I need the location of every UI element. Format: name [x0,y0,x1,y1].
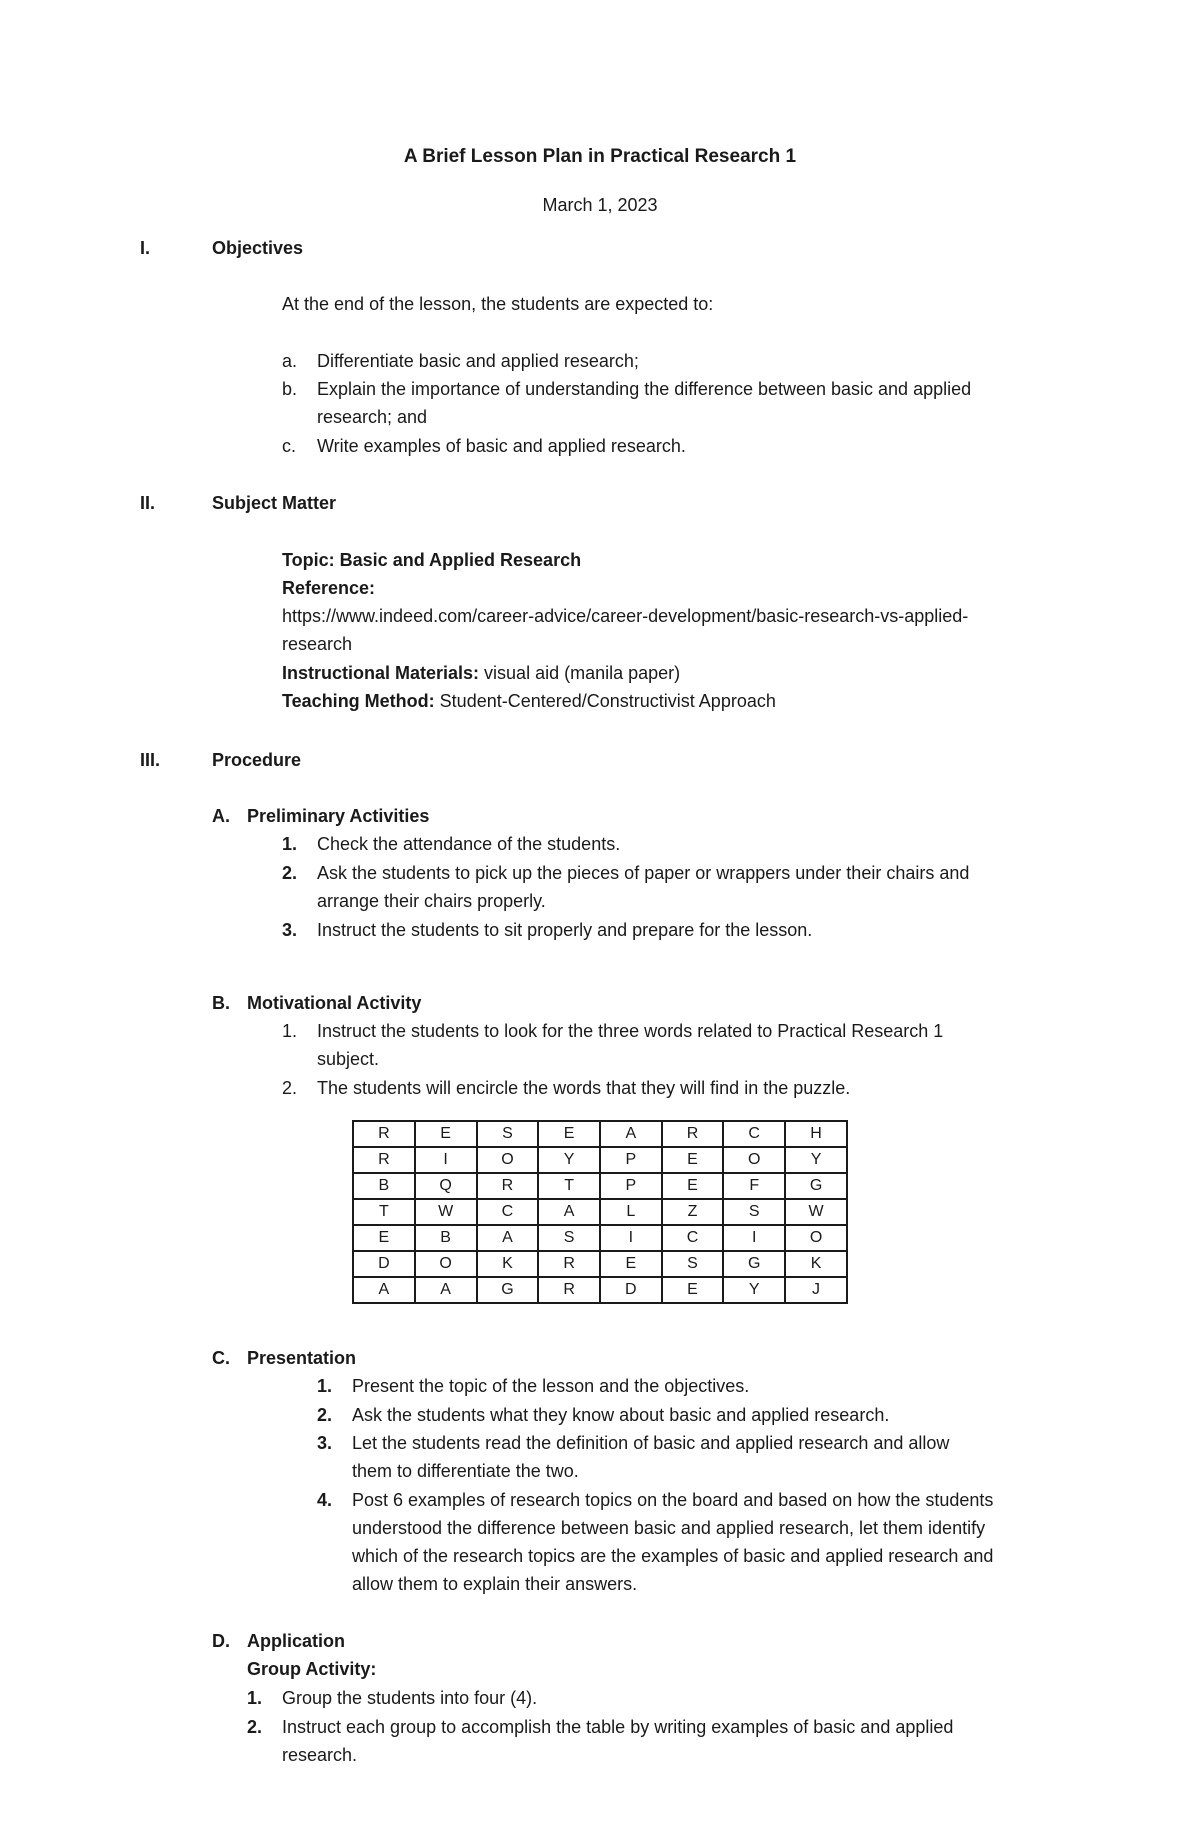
puzzle-row [353,1147,847,1173]
subsection-letter-presentation: C. [212,1348,230,1368]
subsection-title-application: Application [247,1631,345,1651]
group-activity-label: Group Activity: [247,1659,377,1679]
objective-item: Explain the importance of understanding the difference between basic and applied [317,379,972,399]
objective-marker: b. [282,379,298,399]
puzzle-cell[interactable]: R [477,1173,539,1199]
list-item-continued: allow them to explain their answers. [352,1574,638,1594]
puzzle-cell[interactable]: S [538,1225,600,1251]
list-marker: 1. [317,1376,333,1396]
section-title-procedure: Procedure [212,750,302,770]
puzzle-cell[interactable]: K [477,1251,539,1277]
list-marker: 2. [247,1717,263,1737]
puzzle-cell[interactable]: W [785,1199,847,1225]
list-item-continued: which of the research topics are the examples of basic and applied research and [352,1546,994,1566]
section-number-procedure: III. [140,750,161,770]
puzzle-cell[interactable]: E [600,1251,662,1277]
teaching-method-label: Teaching Method: [282,691,435,711]
puzzle-cell[interactable]: E [538,1121,600,1147]
instructional-materials-value: visual aid (manila paper) [479,663,681,683]
puzzle-cell[interactable]: E [662,1147,724,1173]
teaching-method [282,687,776,715]
puzzle-cell[interactable]: Z [662,1199,724,1225]
subsection-letter-preliminary: A. [212,806,230,826]
list-marker: 2. [282,1078,298,1098]
objective-item-continued: research; and [317,407,428,427]
puzzle-cell[interactable]: R [662,1121,724,1147]
puzzle-cell[interactable]: G [477,1277,539,1303]
list-item: Instruct the students to sit properly and prepare for the lesson. [317,920,813,940]
list-marker: 1. [282,834,298,854]
puzzle-row [353,1173,847,1199]
section-number-objectives: I. [140,238,151,258]
puzzle-cell[interactable]: G [785,1173,847,1199]
section-number-subject-matter: II. [140,493,156,513]
list-item: Post 6 examples of research topics on the board and based on how the students [352,1490,994,1510]
puzzle-cell[interactable]: S [662,1251,724,1277]
list-item: Let the students read the definition of basic and applied research and allow [352,1433,950,1453]
list-marker: 3. [282,920,298,940]
puzzle-cell[interactable]: E [415,1121,477,1147]
subsection-letter-motivational: B. [212,993,230,1013]
puzzle-cell[interactable]: O [477,1147,539,1173]
objective-marker: c. [282,436,297,456]
section-title-subject-matter: Subject Matter [212,493,337,513]
teaching-method-value: Student-Centered/Constructivist Approach [434,691,776,711]
puzzle-cell[interactable]: A [538,1199,600,1225]
puzzle-cell[interactable]: F [723,1173,785,1199]
subsection-title-motivational: Motivational Activity [247,993,422,1013]
objective-marker: a. [282,351,298,371]
puzzle-cell[interactable]: Y [785,1147,847,1173]
reference-url-continued: research [282,634,353,654]
instructional-materials-label: Instructional Materials: [282,663,480,683]
objective-item: Write examples of basic and applied research. [317,436,686,456]
puzzle-cell[interactable]: E [353,1225,415,1251]
puzzle-cell[interactable]: I [600,1225,662,1251]
puzzle-cell[interactable]: R [353,1121,415,1147]
puzzle-cell[interactable]: Y [723,1277,785,1303]
subsection-title-preliminary: Preliminary Activities [247,806,430,826]
puzzle-cell[interactable]: J [785,1277,847,1303]
list-marker: 3. [317,1433,333,1453]
puzzle-cell[interactable]: I [415,1147,477,1173]
puzzle-cell[interactable]: A [600,1121,662,1147]
instructional-materials [282,659,680,687]
list-item: Check the attendance of the students. [317,834,621,854]
list-item-continued: understood the difference between basic and applied research, let them identify [352,1518,986,1538]
puzzle-cell[interactable]: C [662,1225,724,1251]
objective-item: Differentiate basic and applied research; [317,351,639,371]
puzzle-cell[interactable]: P [600,1173,662,1199]
puzzle-cell[interactable]: I [723,1225,785,1251]
subsection-title-presentation: Presentation [247,1348,357,1368]
puzzle-cell[interactable]: E [662,1173,724,1199]
list-marker: 1. [282,1021,298,1041]
word-search-puzzle [352,1120,848,1304]
subsection-letter-application: D. [212,1631,230,1651]
list-marker: 1. [247,1688,263,1708]
list-marker: 2. [282,863,298,883]
list-item: Group the students into four (4). [282,1688,538,1708]
puzzle-cell[interactable]: Q [415,1173,477,1199]
list-item-continued: subject. [317,1049,380,1069]
puzzle-cell[interactable]: P [600,1147,662,1173]
puzzle-cell[interactable]: K [785,1251,847,1277]
puzzle-cell[interactable]: C [723,1121,785,1147]
puzzle-cell[interactable]: Y [538,1147,600,1173]
document-date: March 1, 2023 [542,195,658,215]
puzzle-cell[interactable]: C [477,1199,539,1225]
puzzle-row [353,1225,847,1251]
list-item: Ask the students to pick up the pieces of paper or wrappers under their chairs and [317,863,970,883]
list-marker: 2. [317,1405,333,1425]
list-marker: 4. [317,1490,333,1510]
puzzle-cell[interactable]: B [415,1225,477,1251]
puzzle-cell[interactable]: T [538,1173,600,1199]
puzzle-cell[interactable]: E [662,1277,724,1303]
puzzle-cell[interactable]: S [723,1199,785,1225]
puzzle-row [353,1121,847,1147]
puzzle-cell[interactable]: L [600,1199,662,1225]
list-item-continued: them to differentiate the two. [352,1461,579,1481]
puzzle-cell[interactable]: R [538,1277,600,1303]
puzzle-row [353,1277,847,1303]
list-item-continued: arrange their chairs properly. [317,891,546,911]
puzzle-cell[interactable]: R [353,1147,415,1173]
puzzle-cell[interactable]: D [600,1277,662,1303]
document-title: A Brief Lesson Plan in Practical Research 1 [403,146,797,167]
puzzle-cell[interactable]: G [723,1251,785,1277]
puzzle-cell[interactable]: O [415,1251,477,1277]
puzzle-cell[interactable]: W [415,1199,477,1225]
list-item: The students will encircle the words that they will find in the puzzle. [317,1078,851,1098]
puzzle-cell[interactable]: O [785,1225,847,1251]
puzzle-cell[interactable]: A [353,1277,415,1303]
puzzle-cell[interactable]: A [477,1225,539,1251]
puzzle-cell[interactable]: S [477,1121,539,1147]
puzzle-cell[interactable]: O [723,1147,785,1173]
section-title-objectives: Objectives [212,238,304,258]
reference-url: https://www.indeed.com/career-advice/career-development/basic-research-vs-applied- [282,606,969,626]
puzzle-cell[interactable]: B [353,1173,415,1199]
list-item: Ask the students what they know about basic and applied research. [352,1405,890,1425]
reference-label: Reference: [282,578,376,598]
puzzle-row [353,1251,847,1277]
list-item: Instruct the students to look for the three words related to Practical Research 1 [317,1021,944,1041]
puzzle-row [353,1199,847,1225]
puzzle-cell[interactable]: A [415,1277,477,1303]
list-item: Present the topic of the lesson and the objectives. [352,1376,750,1396]
puzzle-cell[interactable]: T [353,1199,415,1225]
puzzle-cell[interactable]: R [538,1251,600,1277]
list-item: Instruct each group to accomplish the table by writing examples of basic and applied [282,1717,954,1737]
puzzle-cell[interactable]: H [785,1121,847,1147]
objectives-intro: At the end of the lesson, the students are expected to: [282,294,714,314]
list-item-continued: research. [282,1745,358,1765]
puzzle-cell[interactable]: D [353,1251,415,1277]
topic-line: Topic: Basic and Applied Research [282,550,582,570]
